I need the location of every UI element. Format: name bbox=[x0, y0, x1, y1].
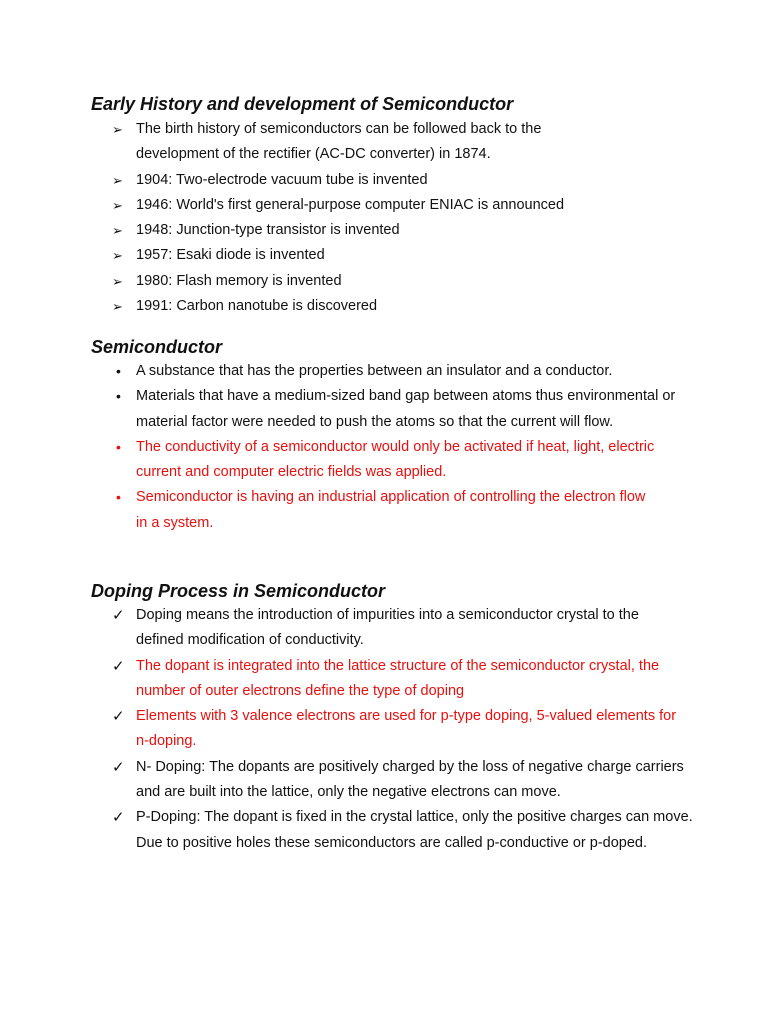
list-item bbox=[112, 654, 681, 705]
list-item bbox=[112, 704, 681, 755]
list-item-text: P-Doping: The dopant is fixed in the crystal lattice, only the positive charges can move. Due to positive holes these semiconductors are called p-conductive or p-doped. bbox=[136, 809, 693, 851]
checkmark-icon: ✓ bbox=[112, 809, 125, 827]
checkmark-icon: ✓ bbox=[112, 657, 125, 675]
list-item-text: The dopant is integrated into the lattice structure of the semiconductor crystal, the number of outer electrons define the type of doping bbox=[136, 657, 660, 699]
checkmark-icon: ✓ bbox=[112, 708, 125, 726]
dot-bullet-icon: • bbox=[116, 388, 121, 405]
list-item-text: Materials that have a medium-sized band gap between atoms thus environmental or material factor were needed to push the atoms so that the current will flow. bbox=[136, 388, 676, 430]
list-item bbox=[112, 435, 681, 486]
list-item bbox=[112, 359, 712, 384]
arrow-bullet-icon: ➢ bbox=[112, 273, 123, 289]
arrow-bullet-icon: ➢ bbox=[112, 122, 123, 137]
list-item-text: 1904: Two-electrode vacuum tube is invented bbox=[136, 171, 428, 188]
doping-process-list bbox=[112, 603, 712, 856]
section-title-doping-process: Doping Process in Semiconductor bbox=[91, 581, 386, 601]
list-item-text: A substance that has the properties between an insulator and a conductor. bbox=[136, 363, 613, 379]
checkmark-icon: ✓ bbox=[112, 607, 125, 624]
list-item-text: 1948: Junction-type transistor is invented bbox=[136, 222, 400, 239]
list-item-text: The birth history of semiconductors can be followed back to the development of the rectifier (AC-DC converter) in 1874. bbox=[136, 121, 542, 163]
semiconductor-list bbox=[112, 359, 712, 536]
list-item-text: Doping means the introduction of impurities into a semiconductor crystal to the defined modification of conductivity. bbox=[136, 607, 639, 649]
dot-bullet-icon: • bbox=[116, 438, 121, 455]
list-item bbox=[112, 805, 696, 856]
early-history-list bbox=[112, 117, 712, 319]
list-item bbox=[112, 294, 712, 319]
section-title-early-history: Early History and development of Semiconductor bbox=[91, 94, 514, 114]
list-item bbox=[112, 485, 646, 536]
arrow-bullet-icon: ➢ bbox=[112, 248, 123, 264]
list-item-text: Elements with 3 valence electrons are used for p-type doping, 5-valued elements for n-doping. bbox=[136, 708, 677, 750]
list-item-text: 1980: Flash memory is invented bbox=[136, 272, 342, 289]
list-item bbox=[112, 603, 681, 654]
arrow-bullet-icon: ➢ bbox=[112, 299, 123, 315]
list-item-text: 1991: Carbon nanotube is discovered bbox=[136, 298, 378, 315]
list-item-text: Semiconductor is having an industrial application of controlling the electron flow in a system. bbox=[136, 489, 646, 531]
list-item-text: 1946: World's first general-purpose computer ENIAC is announced bbox=[136, 196, 565, 213]
list-item bbox=[112, 117, 586, 168]
section-title-semiconductor: Semiconductor bbox=[91, 337, 223, 357]
list-item-text: 1957: Esaki diode is invented bbox=[136, 247, 325, 264]
list-item-text: The conductivity of a semiconductor would only be activated if heat, light, electric current and computer electric fields was applied. bbox=[136, 438, 655, 481]
dot-bullet-icon: • bbox=[116, 363, 121, 379]
checkmark-icon: ✓ bbox=[112, 758, 125, 776]
list-item bbox=[112, 384, 681, 435]
dot-bullet-icon: • bbox=[116, 489, 121, 506]
list-item bbox=[112, 193, 712, 218]
list-item-text: N- Doping: The dopants are positively charged by the loss of negative charge carriers and are built into the lattice, only the negative electrons can move. bbox=[136, 758, 684, 801]
list-item bbox=[112, 755, 696, 806]
list-item bbox=[112, 218, 712, 243]
list-item bbox=[112, 168, 712, 193]
arrow-bullet-icon: ➢ bbox=[112, 223, 123, 239]
list-item bbox=[112, 269, 712, 294]
arrow-bullet-icon: ➢ bbox=[112, 197, 123, 213]
list-item bbox=[112, 243, 712, 268]
arrow-bullet-icon: ➢ bbox=[112, 172, 123, 188]
